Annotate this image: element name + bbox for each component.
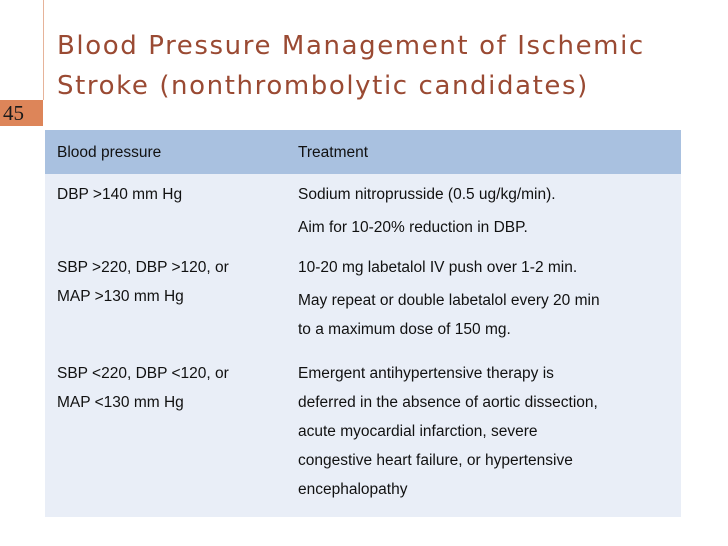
bp-management-table	[45, 130, 681, 517]
bp-text: SBP <220, DBP <120, or	[57, 364, 229, 382]
treatment-text: Sodium nitroprusside (0.5 ug/kg/min).	[298, 186, 556, 203]
bp-text: DBP >140 mm Hg	[57, 186, 183, 203]
treatment-cell	[286, 174, 681, 247]
bp-cell	[45, 247, 286, 353]
accent-line	[43, 0, 44, 100]
treatment-cell	[286, 247, 681, 353]
treatment-text: Emergent antihypertensive therapy is	[298, 364, 554, 382]
column-header-blood-pressure: Blood pressure	[57, 143, 162, 161]
bp-text: MAP <130 mm Hg	[57, 393, 184, 411]
treatment-text: 10-20 mg labetalol IV push over 1-2 min.	[298, 259, 578, 276]
column-header-treatment: Treatment	[298, 143, 369, 161]
table-row	[45, 353, 681, 517]
treatment-text: congestive heart failure, or hypertensive	[298, 451, 573, 469]
slide-title	[57, 26, 717, 106]
slide-number: 45	[0, 100, 43, 126]
treatment-text: encephalopathy	[298, 480, 408, 498]
bp-text: MAP >130 mm Hg	[57, 288, 184, 305]
bp-cell	[45, 174, 286, 247]
treatment-cell	[286, 353, 681, 517]
table-header-row	[45, 130, 681, 174]
treatment-text: deferred in the absence of aortic dissection,	[298, 393, 598, 411]
treatment-text: acute myocardial infarction, severe	[298, 422, 538, 440]
bp-text: SBP >220, DBP >120, or	[57, 259, 229, 276]
slide-title-line-2: Stroke (nonthrombolytic candidates)	[57, 71, 589, 101]
slide-title-line-1: Blood Pressure Management of Ischemic	[57, 31, 645, 61]
table-row	[45, 174, 681, 247]
treatment-text: May repeat or double labetalol every 20 min	[298, 292, 600, 309]
treatment-text: to a maximum dose of 150 mg.	[298, 321, 511, 338]
treatment-text: Aim for 10-20% reduction in DBP.	[298, 219, 528, 236]
table-row	[45, 247, 681, 353]
bp-cell	[45, 353, 286, 517]
